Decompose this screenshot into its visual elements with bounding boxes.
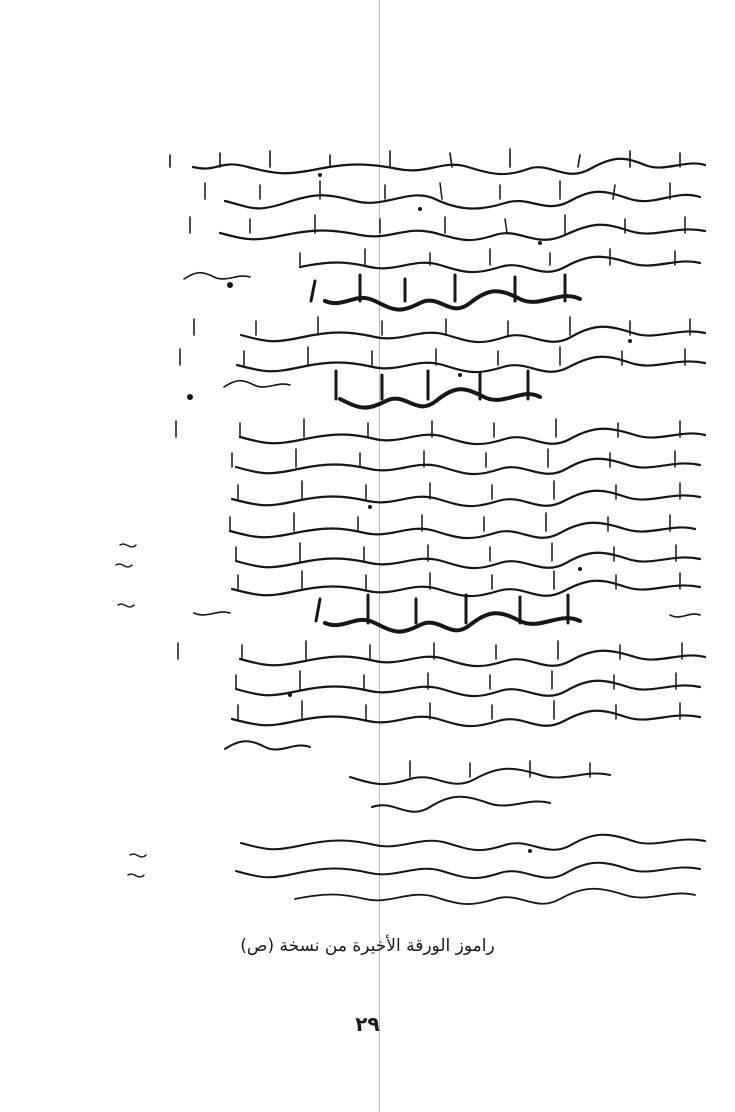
page-number: ٢٩	[355, 1012, 380, 1036]
figure-caption: راموز الورقة الأخيرة من نسخة (ص)	[240, 936, 495, 956]
handwritten-manuscript-image	[110, 135, 710, 915]
manuscript-scan	[110, 135, 710, 915]
